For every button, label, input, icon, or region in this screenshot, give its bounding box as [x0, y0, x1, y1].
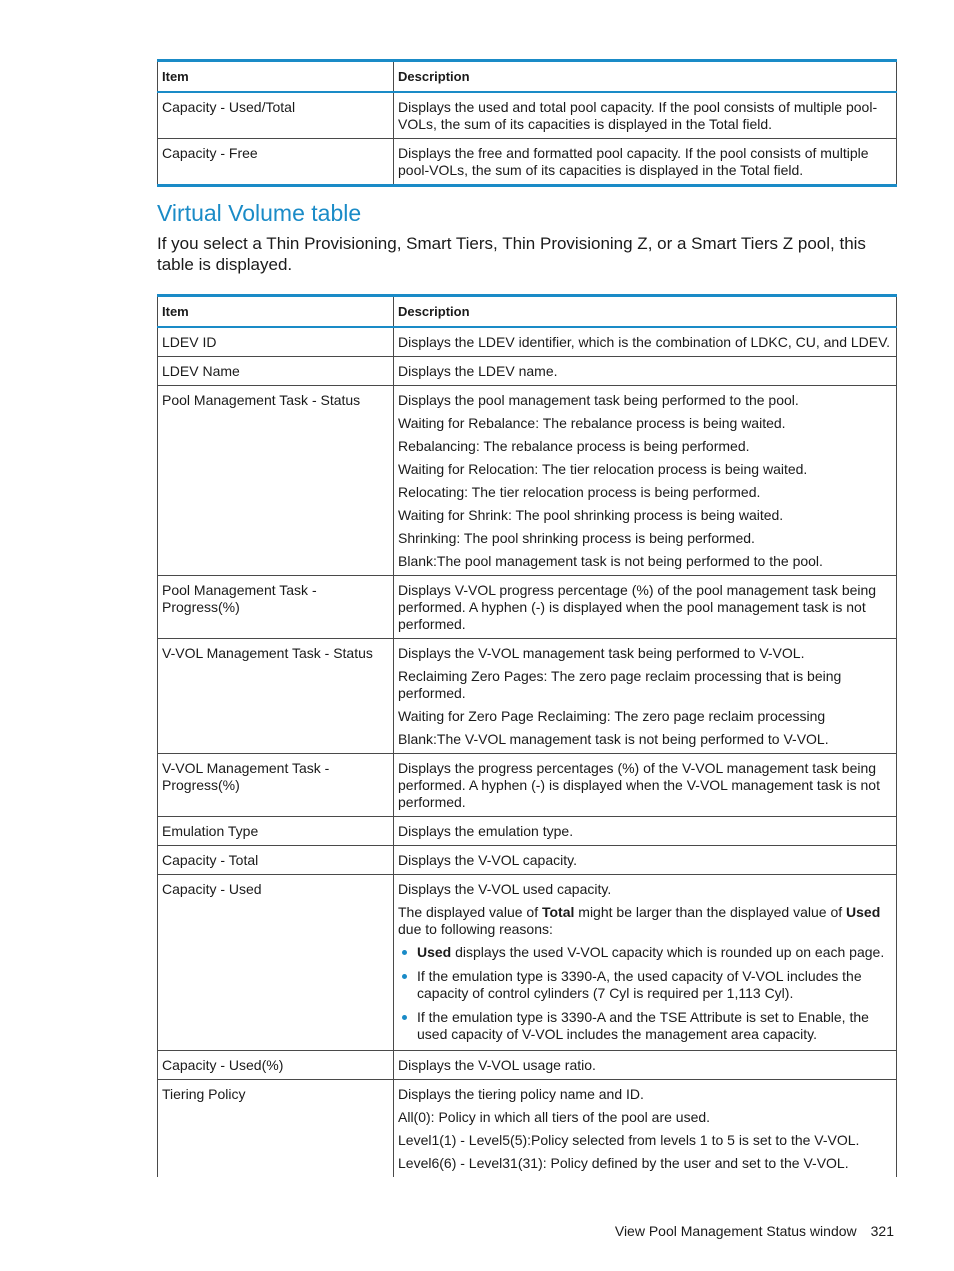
list-item: If the emulation type is 3390-A and the TSE Attribute is set to Enable, the used capacity of V-VOL includes the management area capacity. — [417, 1009, 892, 1043]
list-item — [417, 944, 892, 961]
table-row — [158, 327, 897, 357]
row-item: V-VOL Management Task - Status — [158, 639, 394, 754]
row-description — [394, 639, 897, 754]
row-item: Tiering Policy — [158, 1080, 394, 1178]
description-line: Displays the LDEV name. — [398, 363, 558, 379]
column-header-description: Description — [394, 296, 897, 328]
section-title: Virtual Volume table — [157, 200, 362, 226]
description-line: Displays the LDEV identifier, which is the combination of LDKC, CU, and LDEV. — [398, 334, 891, 350]
description-line: Blank:The V-VOL management task is not being performed to V-VOL. — [398, 731, 829, 747]
row-description — [394, 357, 897, 386]
list-item: If the emulation type is 3390-A, the used capacity of V-VOL includes the capacity of control cylinders (7 Cyl is required per 1,113 Cyl). — [417, 968, 892, 1002]
table-row — [158, 817, 897, 846]
page-footer — [615, 1223, 894, 1239]
pool-capacity-table — [157, 59, 897, 187]
description-line: Displays the tiering policy name and ID. — [398, 1086, 644, 1102]
row-item: Capacity - Used/Total — [158, 92, 394, 139]
description-line: Displays the V-VOL used capacity. — [398, 881, 612, 897]
table-row — [158, 754, 897, 817]
text-run: displays the used V-VOL capacity which is rounded up on each page. — [451, 944, 885, 960]
table-row — [158, 576, 897, 639]
description-line: Displays the pool management task being performed to the pool. — [398, 392, 799, 408]
row-description: Displays the free and formatted pool capacity. If the pool consists of multiple pool-VOLs, the sum of its capacities is displayed in the Total field. — [394, 139, 897, 186]
description-line: All(0): Policy in which all tiers of the pool are used. — [398, 1109, 711, 1125]
description-line: Waiting for Shrink: The pool shrinking process is being waited. — [398, 507, 784, 523]
row-description — [394, 754, 897, 817]
row-item: Capacity - Total — [158, 846, 394, 875]
description-line: Displays the V-VOL management task being performed to V-VOL. — [398, 645, 805, 661]
description-line: Rebalancing: The rebalance process is being performed. — [398, 438, 750, 454]
text-run: might be larger than the displayed value of — [574, 904, 847, 920]
row-item: Pool Management Task - Progress(%) — [158, 576, 394, 639]
row-item: LDEV Name — [158, 357, 394, 386]
column-header-description: Description — [394, 61, 897, 93]
description-line: Level6(6) - Level31(31): Policy defined by the user and set to the V-VOL. — [398, 1155, 849, 1171]
row-description — [394, 817, 897, 846]
row-item: Pool Management Task - Status — [158, 386, 394, 576]
row-item: Emulation Type — [158, 817, 394, 846]
row-description — [394, 846, 897, 875]
description-line: Waiting for Zero Page Reclaiming: The zero page reclaim processing — [398, 708, 826, 724]
table-row — [158, 639, 897, 754]
description-line: Displays the emulation type. — [398, 823, 574, 839]
table-row — [158, 92, 897, 139]
description-line: Blank:The pool management task is not being performed to the pool. — [398, 553, 823, 569]
column-header-item: Item — [158, 61, 394, 93]
table-row — [158, 357, 897, 386]
description-line: Level1(1) - Level5(5):Policy selected from levels 1 to 5 is set to the V-VOL. — [398, 1132, 860, 1148]
bold-term: Used — [417, 944, 452, 960]
bold-term: Used — [846, 904, 881, 920]
row-item: V-VOL Management Task - Progress(%) — [158, 754, 394, 817]
row-description — [394, 327, 897, 357]
table-row — [158, 875, 897, 1051]
row-description — [394, 1080, 897, 1178]
text-run: The displayed value of — [398, 904, 542, 920]
table-header-row — [158, 61, 897, 93]
row-description — [394, 1051, 897, 1080]
description-line: Shrinking: The pool shrinking process is being performed. — [398, 530, 755, 546]
virtual-volume-table — [157, 294, 897, 1177]
table-row — [158, 846, 897, 875]
description-line: Displays the progress percentages (%) of the V-VOL management task being performed. A hyphen (-) is displayed when the V-VOL management task is not performed. — [398, 760, 880, 810]
table-row — [158, 1051, 897, 1080]
row-description: Displays the used and total pool capacity. If the pool consists of multiple pool-VOLs, the sum of its capacities is displayed in the Total field. — [394, 92, 897, 139]
footer-title: View Pool Management Status window — [614, 1223, 857, 1239]
description-line: Waiting for Rebalance: The rebalance process is being waited. — [398, 415, 786, 431]
text-run: due to following reasons: — [398, 921, 553, 937]
table-header-row — [158, 296, 897, 328]
description-line: Relocating: The tier relocation process is being performed. — [398, 484, 761, 500]
description-line: Displays the V-VOL usage ratio. — [398, 1057, 596, 1073]
description-line: Waiting for Relocation: The tier relocation process is being waited. — [398, 461, 808, 477]
table-row — [158, 386, 897, 576]
row-item: Capacity - Used(%) — [158, 1051, 394, 1080]
table-row — [158, 139, 897, 186]
reasons-list — [398, 944, 892, 1043]
description-line: Displays V-VOL progress percentage (%) of the pool management task being performed. A hyphen (-) is displayed when the pool management task is not performed. — [398, 582, 877, 632]
row-description — [394, 386, 897, 576]
section-intro: If you select a Thin Provisioning, Smart Tiers, Thin Provisioning Z, or a Smart Tiers Z pool, this table is displayed. — [157, 234, 866, 274]
description-line: Reclaiming Zero Pages: The zero page reclaim processing that is being performed. — [398, 668, 842, 701]
row-description — [394, 875, 897, 1051]
description-line — [398, 904, 892, 938]
table-row — [158, 1080, 897, 1178]
row-item: LDEV ID — [158, 327, 394, 357]
row-item: Capacity - Free — [158, 139, 394, 186]
page-number: 321 — [870, 1223, 894, 1239]
column-header-item: Item — [158, 296, 394, 328]
row-item: Capacity - Used — [158, 875, 394, 1051]
bold-term: Total — [541, 904, 575, 920]
description-line: Displays the V-VOL capacity. — [398, 852, 577, 868]
row-description — [394, 576, 897, 639]
